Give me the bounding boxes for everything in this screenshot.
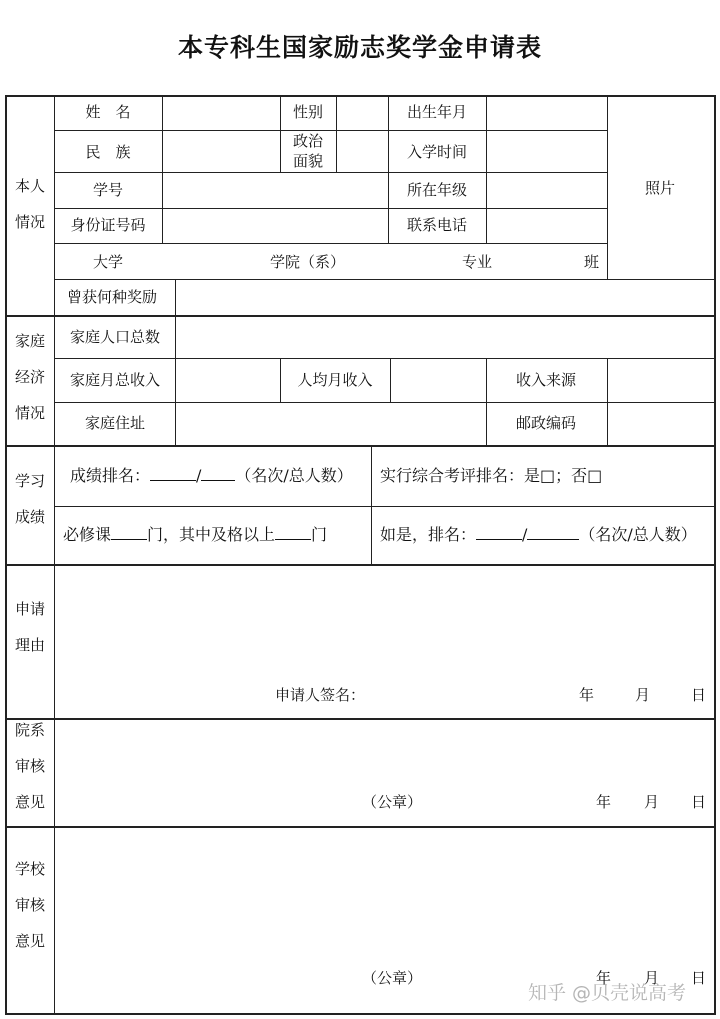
political-label-2: 面貌 [292, 152, 324, 170]
border-top [5, 95, 716, 97]
gender-label: 性别 [292, 103, 324, 121]
section-line [5, 826, 716, 828]
address-label: 家庭住址 [84, 414, 146, 432]
watermark: 知乎 @贝壳说高考 [528, 982, 687, 1004]
phone-label: 联系电话 [406, 216, 468, 234]
grid-line [54, 172, 607, 173]
political-label-1: 政治 [292, 132, 324, 150]
department-day: 日 [691, 793, 707, 811]
grid-line [607, 95, 608, 279]
department-seal: （公章） [362, 793, 423, 811]
form-title: 本专科生国家励志奖学金申请表 [177, 33, 542, 62]
required-mid: 门，其中及格以上 [147, 525, 276, 544]
section-department: 院系审核意见 [15, 721, 46, 811]
border-left [5, 95, 7, 1015]
rank-blank [150, 466, 196, 481]
postal-label: 邮政编码 [515, 414, 577, 432]
passed-count-blank [275, 525, 311, 540]
section-line [5, 718, 716, 720]
grid-line [280, 95, 281, 172]
section-study: 学习成绩 [15, 472, 46, 526]
school-day: 日 [691, 969, 707, 987]
grid-line [607, 358, 608, 445]
rank-row [70, 466, 353, 485]
if-yes-slash: / [522, 525, 528, 544]
required-prefix: 必修课 [63, 525, 112, 544]
awards-label: 曾获何种奖励 [67, 288, 158, 306]
reason-day: 日 [691, 686, 707, 704]
school-month: 月 [644, 969, 660, 987]
grid-line [175, 315, 176, 445]
birth-label: 出生年月 [406, 103, 468, 121]
class-label: 班 [584, 253, 600, 271]
major-label: 专业 [462, 253, 493, 271]
grid-line [175, 279, 176, 315]
section-school: 学校审核意见 [15, 860, 46, 950]
section-line [5, 445, 716, 447]
if-yes-row [380, 525, 697, 544]
grid-line [371, 445, 372, 564]
grid-line [162, 95, 163, 243]
school-year: 年 [596, 969, 612, 987]
if-yes-total-blank [527, 525, 579, 540]
grid-line [388, 95, 389, 243]
grid-line [54, 130, 607, 131]
department-month: 月 [644, 793, 660, 811]
student-id-label: 学号 [92, 181, 124, 199]
per-capita-label: 人均月收入 [297, 371, 373, 389]
section-line [5, 564, 716, 566]
grid-line [54, 243, 607, 244]
signature-label: 申请人签名： [275, 686, 366, 704]
department-year: 年 [596, 793, 612, 811]
section-column-divider [54, 95, 55, 1015]
grid-line [54, 279, 715, 280]
total-blank [201, 466, 235, 481]
grid-line [54, 506, 715, 507]
rank-note: （名次/总人数） [235, 466, 353, 485]
border-right [714, 95, 716, 1015]
grid-line [390, 358, 391, 402]
section-family: 家庭经济情况 [15, 332, 46, 422]
border-bottom [5, 1013, 716, 1015]
section-line [5, 315, 716, 317]
reason-month: 月 [635, 686, 651, 704]
if-yes-note: （名次/总人数） [579, 525, 697, 544]
grid-line [54, 208, 607, 209]
if-yes-rank-blank [476, 525, 522, 540]
rank-slash: / [196, 466, 202, 485]
if-yes-label: 如是，排名： [380, 525, 477, 544]
required-count-blank [111, 525, 147, 540]
grid-line [486, 358, 487, 445]
university-label: 大学 [93, 253, 124, 271]
grid-line [280, 358, 281, 402]
comprehensive-label: 实行综合考评排名：是□；否□ [380, 466, 603, 485]
grid-line [54, 358, 715, 359]
college-label: 学院（系） [270, 253, 346, 271]
grade-label: 所在年级 [406, 181, 468, 199]
photo-label: 照片 [644, 179, 676, 197]
section-reason: 申请理由 [15, 600, 46, 654]
grid-line [54, 402, 715, 403]
id-card-label: 身份证号码 [70, 216, 146, 234]
income-source-label: 收入来源 [515, 371, 577, 389]
ethnicity-label: 民 族 [85, 143, 131, 161]
school-seal: （公章） [362, 969, 423, 987]
monthly-income-label: 家庭月总收入 [69, 371, 161, 389]
required-suffix: 门 [311, 525, 328, 544]
section-personal: 本人情况 [15, 177, 46, 231]
grid-line [486, 95, 487, 243]
grid-line [336, 95, 337, 172]
name-label: 姓 名 [85, 103, 131, 121]
population-label: 家庭人口总数 [69, 328, 161, 346]
required-courses-row [63, 525, 327, 544]
enroll-label: 入学时间 [406, 143, 468, 161]
rank-label: 成绩排名： [70, 466, 151, 485]
reason-year: 年 [579, 686, 595, 704]
